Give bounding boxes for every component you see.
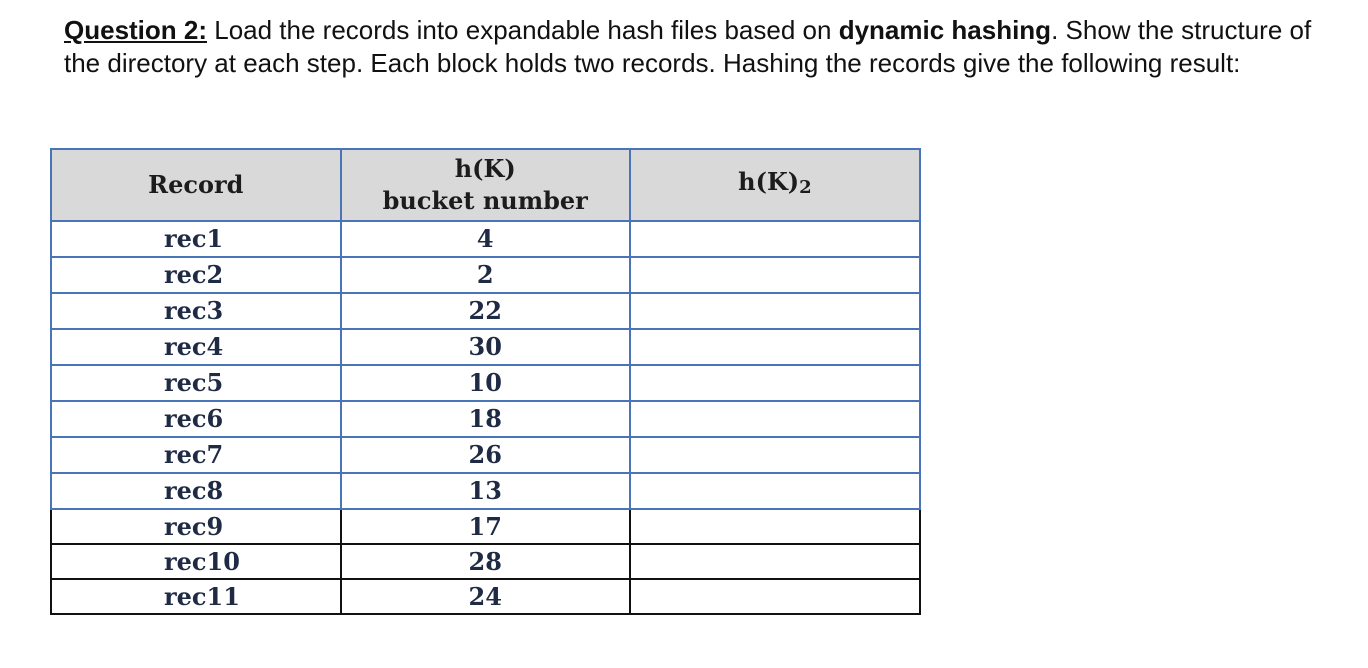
record-cell: rec5: [51, 365, 341, 401]
hash-table: [50, 148, 921, 615]
bucket-number-cell: 22: [341, 293, 630, 329]
binary-hash-cell: [630, 579, 920, 614]
bucket-number-cell: 4: [341, 221, 630, 257]
header-hk-line1: h(K): [454, 154, 516, 183]
question-label: Question 2:: [64, 15, 208, 45]
record-cell: rec7: [51, 437, 341, 473]
binary-hash-cell: [630, 401, 920, 437]
binary-hash-cell: [630, 473, 920, 509]
header-hk-line2: bucket number: [382, 186, 588, 215]
table-row: [51, 293, 920, 329]
record-cell: rec2: [51, 257, 341, 293]
bucket-number-cell: 30: [341, 329, 630, 365]
record-cell: rec3: [51, 293, 341, 329]
bucket-number-cell: 28: [341, 544, 630, 579]
question-text-before: Load the records into expandable hash files based on: [207, 15, 839, 45]
table-header-row: [51, 149, 920, 221]
header-hk-bucket: [341, 149, 630, 221]
bucket-number-cell: 13: [341, 473, 630, 509]
record-cell: rec11: [51, 579, 341, 614]
table-row: [51, 221, 920, 257]
table-row: [51, 365, 920, 401]
table-row: [51, 473, 920, 509]
binary-hash-cell: [630, 221, 920, 257]
header-hk2-sub: 2: [799, 177, 812, 198]
binary-hash-cell: [630, 509, 920, 544]
table-row: [51, 579, 920, 614]
table-body: [51, 221, 920, 614]
record-cell: rec4: [51, 329, 341, 365]
header-hk-binary: [630, 149, 920, 221]
bucket-number-cell: 18: [341, 401, 630, 437]
bucket-number-cell: 24: [341, 579, 630, 614]
record-cell: rec10: [51, 544, 341, 579]
binary-hash-cell: [630, 544, 920, 579]
table-row: [51, 544, 920, 579]
binary-hash-cell: [630, 257, 920, 293]
question-bold-term: dynamic hashing: [838, 15, 1052, 45]
table-row: [51, 401, 920, 437]
record-cell: rec6: [51, 401, 341, 437]
bucket-number-cell: 17: [341, 509, 630, 544]
binary-hash-cell: [630, 293, 920, 329]
record-cell: rec1: [51, 221, 341, 257]
table-row: [51, 437, 920, 473]
record-cell: rec9: [51, 509, 341, 544]
table-row: [51, 257, 920, 293]
table-row: [51, 509, 920, 544]
question-text: [64, 14, 1324, 80]
bucket-number-cell: 26: [341, 437, 630, 473]
record-cell: rec8: [51, 473, 341, 509]
binary-hash-cell: [630, 329, 920, 365]
binary-hash-cell: [630, 437, 920, 473]
question-text-after: . Show the structure of the directory at each step. Each block holds two records. Hashing the records give the following result:: [64, 15, 1312, 78]
header-hk2-main: h(K): [738, 167, 800, 196]
bucket-number-cell: 10: [341, 365, 630, 401]
bucket-number-cell: 2: [341, 257, 630, 293]
header-record: Record: [51, 149, 341, 221]
binary-hash-cell: [630, 365, 920, 401]
table-row: [51, 329, 920, 365]
